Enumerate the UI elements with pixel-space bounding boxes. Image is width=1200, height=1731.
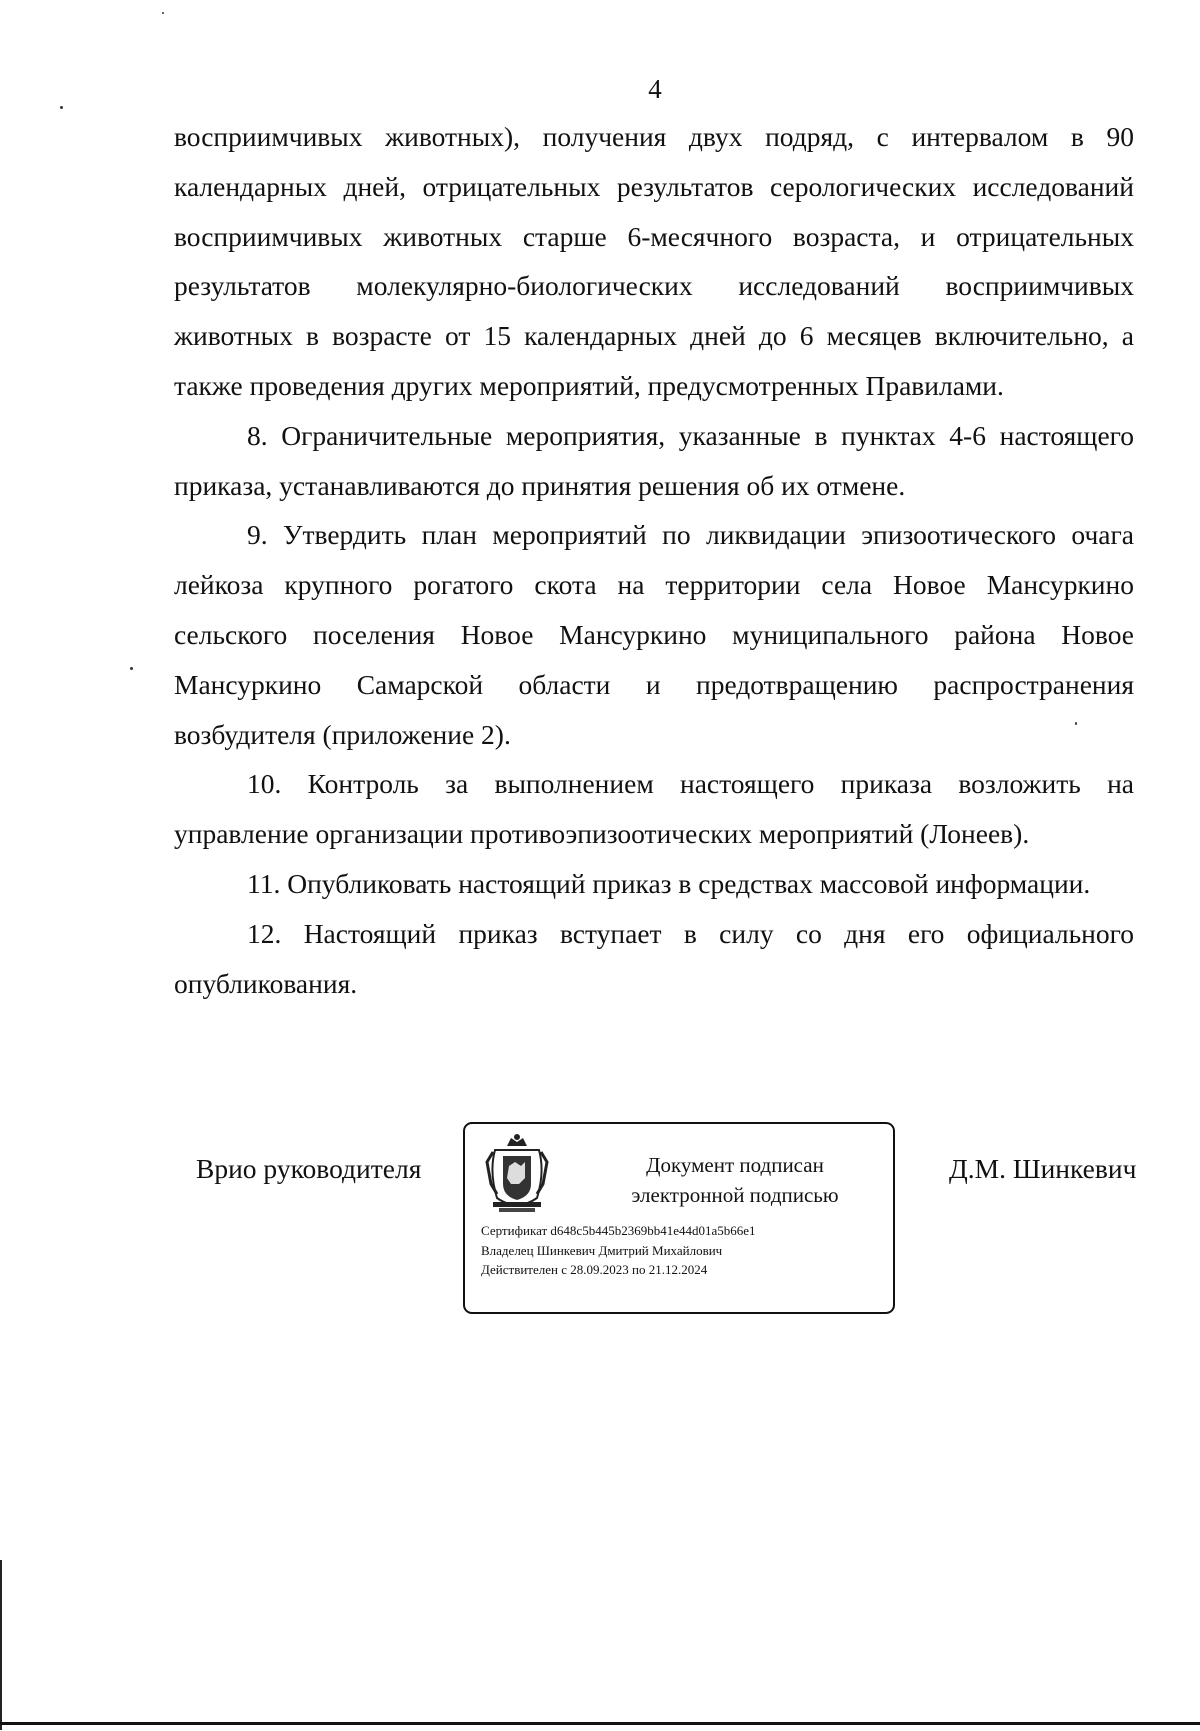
stamp-heading-line2: электронной подписью xyxy=(631,1183,839,1207)
paragraph-continuation: восприимчивых животных), получения двух подряд, с интервалом в 90 календарных дней, отрицательных результатов серологических исследований восприимчивых животных старше 6-месячного возраста, и отрицательных результатов молекулярно-биологических исследований восприимчивых животных в возрасте от 15 календарных дней до 6 месяцев включительно, а также проведения других мероприятий, предусмотренных Правилами. xyxy=(174,121,1134,401)
signatory-name: Д.М. Шинкевич xyxy=(949,1153,1137,1184)
paragraph-item-8: 8. Ограничительные мероприятия, указанные в пунктах 4-6 настоящего приказа, устанавливаются до принятия решения об их отмене. xyxy=(174,419,1134,501)
scan-speck xyxy=(1075,722,1077,725)
page-number: 4 xyxy=(648,74,662,104)
scan-speck xyxy=(60,106,63,109)
stamp-heading xyxy=(590,1150,880,1210)
signatory-title: Врио руководителя xyxy=(196,1153,422,1184)
stamp-heading-line1: Документ подписан xyxy=(646,1153,824,1177)
stamp-validity: Действителен с 28.09.2023 по 21.12.2024 xyxy=(481,1262,708,1277)
stamp-owner: Владелец Шинкевич Дмитрий Михайлович xyxy=(481,1242,723,1258)
paragraph-item-10: 10. Контроль за выполнением настоящего приказа возложить на управление организации противоэпизоотических мероприятий (Лонеев). xyxy=(174,768,1134,850)
stamp-certificate: Сертификат d648c5b445b2369bb41e44d01a5b66e1 xyxy=(481,1223,756,1238)
scan-bottom-edge xyxy=(0,1722,1200,1725)
stamp-details xyxy=(481,1221,756,1280)
scan-edge-mark xyxy=(0,1560,2,1730)
paragraph-item-12: 12. Настоящий приказ вступает в силу со дня его официального опубликования. xyxy=(174,917,1134,999)
document-body xyxy=(174,112,1134,1008)
electronic-signature-stamp xyxy=(463,1122,895,1314)
paragraph-item-11: 11. Опубликовать настоящий приказ в средствах массовой информации. xyxy=(247,867,1091,899)
coat-of-arms-icon xyxy=(485,1132,549,1214)
paragraph-item-9: 9. Утвердить план мероприятий по ликвидации эпизоотического очага лейкоза крупного рогатого скота на территории села Новое Мансуркино сельского поселения Новое Мансуркино муниципального района Новое Мансуркино Самарской области и предотвращению распространения возбудителя (приложение 2). xyxy=(174,519,1134,750)
scan-speck xyxy=(130,667,133,670)
scan-speck xyxy=(162,12,164,14)
